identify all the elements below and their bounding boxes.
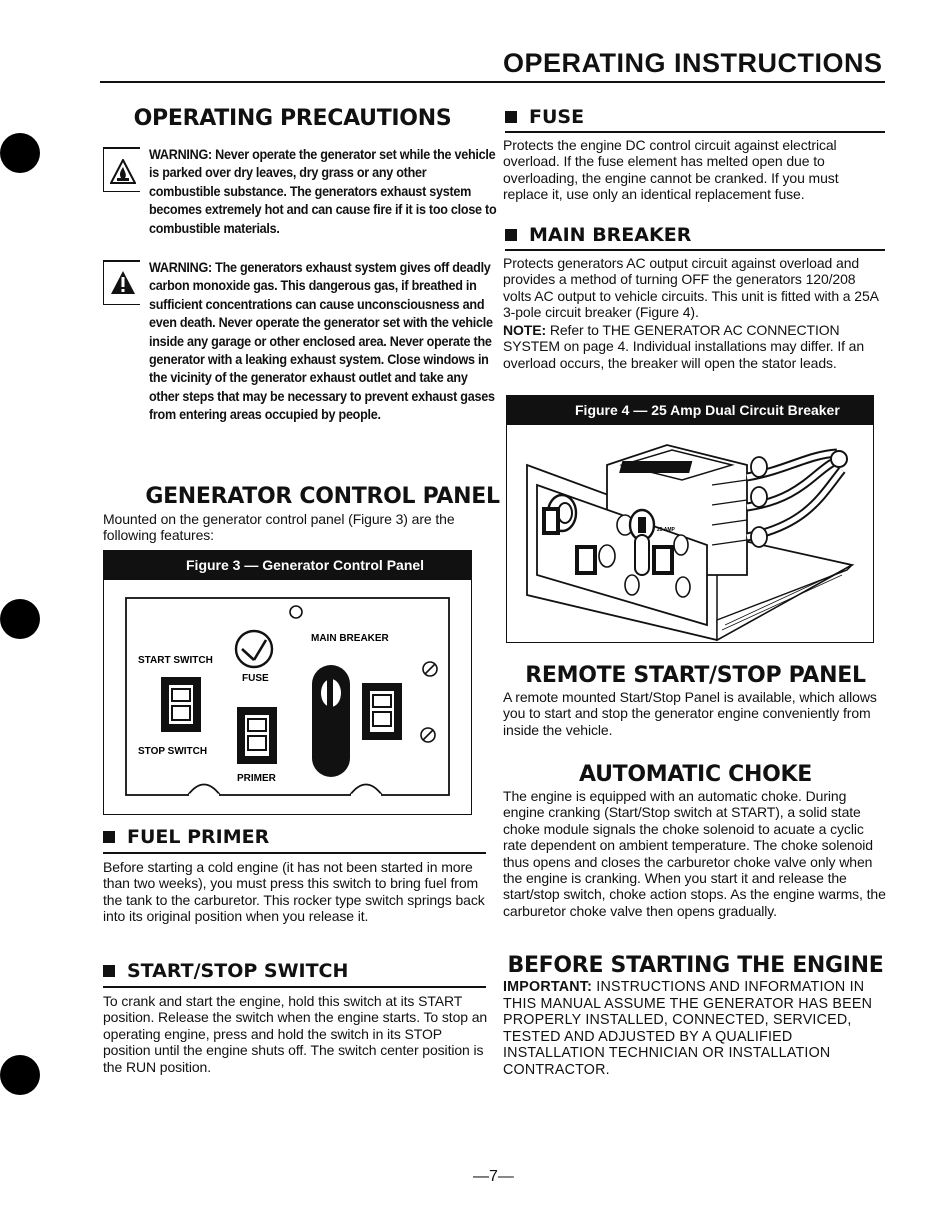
main-breaker-heading-text: MAIN BREAKER bbox=[529, 224, 692, 246]
binder-hole-middle bbox=[0, 599, 40, 639]
operating-precautions-heading: OPERATING PRECAUTIONS bbox=[133, 106, 452, 131]
primer-label: PRIMER bbox=[237, 773, 276, 784]
fuel-primer-text: Before starting a cold engine (it has not been started in more than two weeks), you must press this switch to bring fuel from the tank to the carburetor. This rocker type switch springs back into its original position when you release it. bbox=[103, 859, 485, 925]
main-breaker-label: MAIN BREAKER bbox=[311, 633, 389, 644]
main-breaker-heading bbox=[505, 224, 691, 246]
fuse-label: FUSE bbox=[242, 673, 269, 684]
warning-fire-text: WARNING: Never operate the generator set while the vehicle is parked over dry leaves, dry grass or any other combustible substance. The generators exhaust system becomes extremely hot and can cause fire if it is too close to combustible materials. bbox=[149, 146, 497, 236]
note-paragraph bbox=[503, 322, 886, 371]
warning-box-2 bbox=[103, 260, 140, 305]
figure-3 bbox=[103, 550, 472, 815]
fuel-primer-rule bbox=[103, 852, 486, 854]
section-bullet-icon bbox=[103, 965, 115, 977]
warning-exhaust-text: WARNING: The generators exhaust system gives off deadly carbon monoxide gas. This dangerous gas, if breathed in sufficient concentrations can cause unconsciousness and even death. Never operate the generator set with the vehicle inside any garage or other enclosed area. Never operate the generator with a leaking exhaust system. Close windows in the vicinity of the generator exhaust outlet and take any other steps that may be necessary to prevent exhaust gases from entering areas occupied by people. bbox=[149, 259, 495, 423]
choke-text: The engine is equipped with an automatic choke. During engine cranking (Start/Stop switch at START), a solid state choke module signals the choke solenoid to acuate a cyclic rate dependent on ambient temperature. The choke solenoid thus opens and closes the carburetor choke valve only when the engine is cranking. When you start it and release the start/stop switch, choke action stops. As the engine warms, the carburetor choke valve then opens gradually. bbox=[503, 788, 886, 919]
main-breaker-rule bbox=[505, 249, 885, 251]
figure-4-caption: Figure 4 — 25 Amp Dual Circuit Breaker bbox=[575, 402, 840, 418]
binder-hole-top bbox=[0, 133, 40, 173]
breaker-toggle-left-icon bbox=[542, 507, 560, 535]
fuel-primer-heading-text: FUEL PRIMER bbox=[127, 826, 270, 848]
remote-start-stop-heading: REMOTE START/STOP PANEL bbox=[525, 663, 866, 688]
important-text: INSTRUCTIONS AND INFORMATION IN THIS MANUAL ASSUME THE GENERATOR HAS BEEN PROPERLY INSTALLED, CONNECTED, SERVICED, TESTED AND ADJUSTED BY A QUALIFIED INSTALLATION TECHNICIAN OR INSTALLATION CONTRACTOR. bbox=[503, 979, 873, 1078]
screw-bottom-right-icon bbox=[421, 728, 435, 742]
mount-notch-left bbox=[188, 785, 220, 796]
main-breaker-toggle-icon bbox=[312, 665, 350, 777]
control-panel-illustration bbox=[104, 580, 471, 812]
automatic-choke-heading: AUTOMATIC CHOKE bbox=[579, 762, 812, 787]
fuse-knob-icon bbox=[236, 631, 272, 667]
start-stop-switch-icon bbox=[161, 677, 201, 732]
screw-top-right-icon bbox=[423, 662, 437, 676]
fuse-heading bbox=[505, 106, 584, 128]
before-starting-heading: BEFORE STARTING THE ENGINE bbox=[507, 953, 884, 978]
warning-box-1 bbox=[103, 147, 140, 192]
generator-control-panel-heading: GENERATOR CONTROL PANEL bbox=[145, 484, 500, 509]
start-switch-label: START SWITCH bbox=[138, 655, 213, 666]
start-stop-rule bbox=[103, 986, 486, 988]
fuse-text: Protects the engine DC control circuit against electrical overload. If the fuse element has melted open due to overloading, the engine cannot be cranked. If you must replace it, use only an identical replacement fuse. bbox=[503, 137, 839, 203]
section-bullet-icon bbox=[103, 831, 115, 843]
note-label: NOTE: bbox=[503, 322, 547, 338]
control-panel-intro: Mounted on the generator control panel (Figure 3) are the following features: bbox=[103, 511, 455, 544]
remote-text: A remote mounted Start/Stop Panel is available, which allows you to start and stop the generator engine conveniently from inside the vehicle. bbox=[503, 689, 877, 738]
binder-hole-bottom bbox=[0, 1055, 40, 1095]
start-stop-text: To crank and start the engine, hold this switch at its START position. Release the switch when the engine starts. To stop an operating engine, press and hold the switch in its STOP position until the engine shuts off. The switch center position is the RUN position. bbox=[103, 993, 488, 1075]
mount-notch-right bbox=[350, 785, 382, 796]
fire-warning-icon bbox=[110, 159, 136, 185]
breaker-rocker-switch-icon bbox=[362, 683, 402, 740]
start-stop-switch-heading bbox=[103, 960, 348, 982]
fuse-rule bbox=[505, 131, 885, 133]
page-title: OPERATING INSTRUCTIONS bbox=[503, 48, 883, 78]
primer-switch-icon bbox=[237, 707, 277, 764]
fuel-primer-heading bbox=[103, 826, 269, 848]
page-number: —7— bbox=[473, 1168, 514, 1185]
exhaust-warning-icon bbox=[110, 270, 136, 296]
stop-switch-label: STOP SWITCH bbox=[138, 746, 208, 757]
fuse-heading-text: FUSE bbox=[529, 106, 585, 128]
section-bullet-icon bbox=[505, 229, 517, 241]
breaker-rating-label: 25 AMP bbox=[657, 527, 675, 533]
section-bullet-icon bbox=[505, 111, 517, 123]
important-paragraph bbox=[503, 979, 888, 1079]
figure-3-caption: Figure 3 — Generator Control Panel bbox=[186, 557, 425, 573]
mount-hole-top bbox=[290, 606, 302, 618]
main-breaker-text: Protects generators AC output circuit against overload and provides a method of turning OFF the generators 120/208 volts AC output to vehicle circuits. This unit is fitted with a 25A 3-pole circuit breaker (Figure 4). bbox=[503, 255, 879, 321]
circuit-breaker-illustration bbox=[507, 425, 873, 642]
important-label: IMPORTANT: bbox=[503, 979, 593, 995]
start-stop-heading-text: START/STOP SWITCH bbox=[127, 960, 349, 982]
figure-3-caption-bar bbox=[104, 551, 471, 580]
figure-4 bbox=[506, 395, 874, 643]
header-rule bbox=[100, 81, 885, 83]
figure-4-caption-bar bbox=[507, 396, 873, 425]
note-text: Refer to THE GENERATOR AC CONNECTION SYSTEM on page 4. Individual installations may differ. If an overload occurs, the breaker will open the stator leads. bbox=[503, 322, 865, 371]
